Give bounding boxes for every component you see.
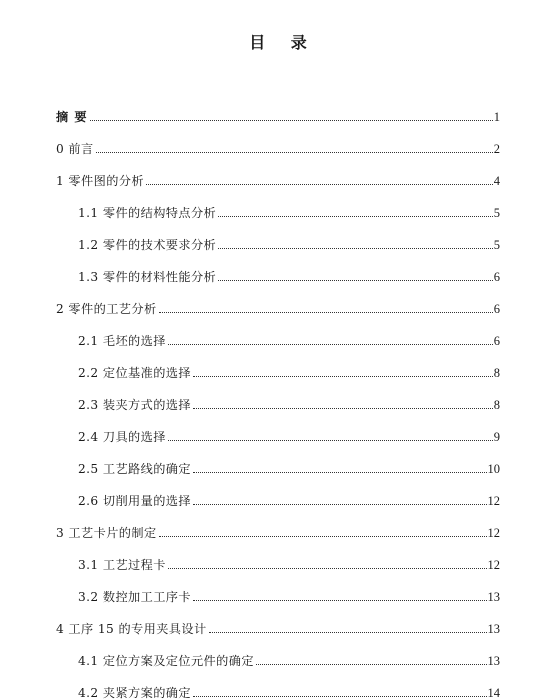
dot-leader	[256, 664, 487, 665]
dot-leader	[146, 184, 493, 185]
toc-entry[interactable]	[0, 156, 556, 188]
toc-entry-page-number: 1	[493, 110, 500, 124]
toc-entry-label: 1 零件图的分析	[56, 174, 144, 188]
dot-leader	[193, 696, 487, 697]
page-title: 目 录	[249, 33, 317, 52]
dot-leader	[193, 408, 493, 409]
toc-entry-label: 4.1 定位方案及定位元件的确定	[78, 654, 254, 668]
toc-entry-label: 1.1 零件的结构特点分析	[78, 206, 217, 220]
toc-entry[interactable]	[0, 92, 556, 124]
toc-entry-label: 2.1 毛坯的选择	[78, 334, 166, 348]
toc-entry-label: 2 零件的工艺分析	[56, 302, 157, 316]
toc-entry[interactable]	[0, 412, 556, 444]
toc-entry[interactable]	[0, 348, 556, 380]
dot-leader	[96, 152, 493, 153]
toc-entry-page-number: 4	[493, 174, 500, 188]
toc-entry[interactable]	[0, 540, 556, 572]
toc-entry-label: 2.3 装夹方式的选择	[78, 398, 191, 412]
dot-leader	[168, 344, 493, 345]
dot-leader	[159, 312, 493, 313]
toc-entry-label: 3.2 数控加工工序卡	[78, 590, 191, 604]
toc-entry-page-number: 12	[487, 526, 500, 540]
toc-entry-label: 摘 要	[56, 110, 88, 124]
toc-entry-label: 3.1 工艺过程卡	[78, 558, 166, 572]
toc-entry-page-number: 12	[487, 558, 500, 572]
toc-entry-page-number: 8	[493, 398, 500, 412]
toc-entry-label: 1.3 零件的材料性能分析	[78, 270, 217, 284]
toc-entry[interactable]	[0, 124, 556, 156]
toc-entry-label: 2.5 工艺路线的确定	[78, 462, 191, 476]
toc-entry[interactable]	[0, 668, 556, 700]
toc-entry-page-number: 13	[487, 622, 500, 636]
dot-leader	[159, 536, 487, 537]
toc-entry[interactable]	[0, 284, 556, 316]
toc-entry-page-number: 2	[493, 142, 500, 156]
dot-leader	[90, 120, 493, 121]
toc-entry[interactable]	[0, 380, 556, 412]
toc-entry[interactable]	[0, 476, 556, 508]
toc-entry-label: 2.6 切削用量的选择	[78, 494, 191, 508]
table-of-contents	[0, 92, 556, 700]
dot-leader	[193, 472, 487, 473]
toc-entry-label: 4 工序 15 的专用夹具设计	[56, 622, 207, 636]
dot-leader	[193, 600, 487, 601]
dot-leader	[218, 280, 493, 281]
toc-entry-page-number: 12	[487, 494, 500, 508]
toc-entry-label: 0 前言	[56, 142, 94, 156]
toc-entry-page-number: 10	[487, 462, 500, 476]
toc-entry-page-number: 6	[493, 334, 500, 348]
dot-leader	[193, 504, 487, 505]
dot-leader	[218, 216, 493, 217]
dot-leader	[193, 376, 493, 377]
toc-entry-label: 2.4 刀具的选择	[78, 430, 166, 444]
toc-entry[interactable]	[0, 220, 556, 252]
toc-entry[interactable]	[0, 636, 556, 668]
toc-entry-label: 1.2 零件的技术要求分析	[78, 238, 217, 252]
toc-entry[interactable]	[0, 252, 556, 284]
toc-entry-page-number: 5	[493, 238, 500, 252]
toc-entry[interactable]	[0, 508, 556, 540]
toc-entry-page-number: 5	[493, 206, 500, 220]
toc-entry[interactable]	[0, 444, 556, 476]
toc-entry-page-number: 9	[493, 430, 500, 444]
dot-leader	[218, 248, 493, 249]
toc-entry-label: 3 工艺卡片的制定	[56, 526, 157, 540]
toc-entry[interactable]	[0, 572, 556, 604]
toc-entry[interactable]	[0, 188, 556, 220]
toc-entry-page-number: 6	[493, 270, 500, 284]
toc-entry-page-number: 14	[487, 686, 500, 700]
toc-entry-page-number: 8	[493, 366, 500, 380]
toc-entry-label: 4.2 夹紧方案的确定	[78, 686, 191, 700]
toc-entry-page-number: 13	[487, 654, 500, 668]
toc-entry-label: 2.2 定位基准的选择	[78, 366, 191, 380]
toc-entry-page-number: 6	[493, 302, 500, 316]
dot-leader	[168, 440, 493, 441]
toc-entry[interactable]	[0, 316, 556, 348]
dot-leader	[168, 568, 487, 569]
dot-leader	[209, 632, 487, 633]
toc-entry[interactable]	[0, 604, 556, 636]
toc-entry-page-number: 13	[487, 590, 500, 604]
